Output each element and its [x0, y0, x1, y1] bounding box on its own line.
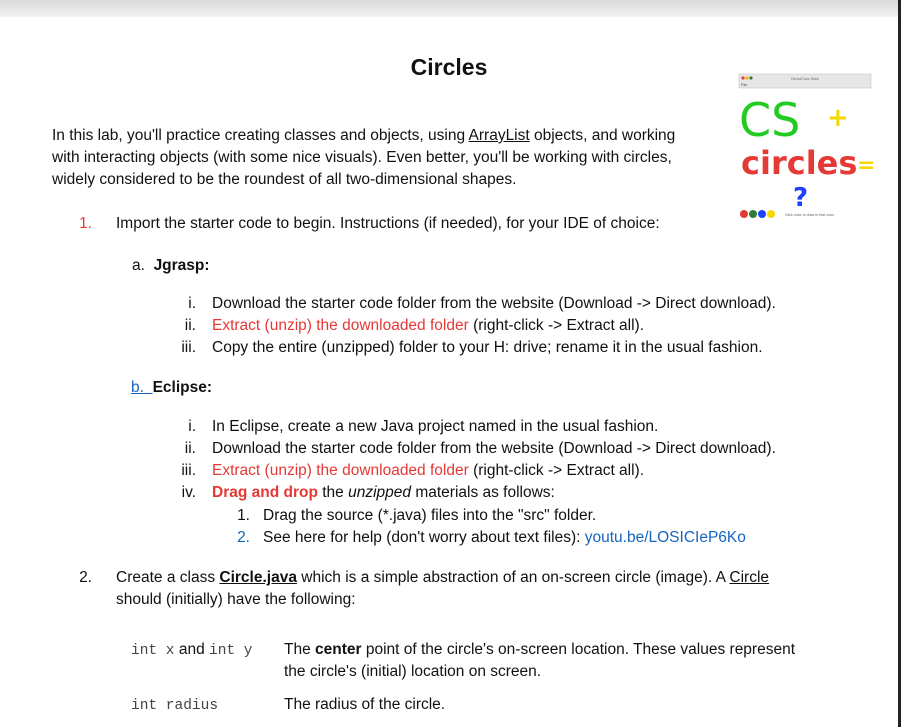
eclipse-sub-1: Drag the source (*.java) files into the "src" folder. [263, 507, 597, 524]
circle-class-name: Circle.java [219, 569, 297, 586]
eclipse-sub-num: 2. [237, 529, 250, 546]
intro-line-1: In this lab, you'll practice creating classes and objects, using ArrayList objects, and working [52, 127, 676, 144]
arraylist-link[interactable]: ArrayList [468, 127, 530, 144]
eclipse-sub-2: See here for help (don't worry about text files): youtu.be/LOSICIeP6Ko [263, 529, 746, 546]
jgrasp-item-3: Copy the entire (unzipped) folder to your H: drive; rename it in the usual fashion. [212, 339, 763, 356]
logo-cs-text: CS [739, 93, 801, 147]
step-1-text: Import the starter code to begin. Instructions (if needed), for your IDE of choice: [116, 215, 660, 232]
logo-window-title: Demo/Color Draw [791, 77, 819, 81]
eclipse-item-num: ii. [184, 440, 196, 457]
jgrasp-heading: a. Jgrasp: [132, 257, 210, 274]
step-1-number: 1. [79, 215, 92, 232]
field-x-y-desc-2: the circle's (initial) location on screen. [284, 663, 542, 680]
eclipse-item-4: Drag and drop the unzipped materials as follows: [212, 484, 555, 501]
jgrasp-item-num: iii. [181, 339, 196, 356]
intro-line-2: with interacting objects (with some nice visuals). Even better, you'll be working with circles, [52, 149, 672, 166]
eclipse-letter-link[interactable]: b. [131, 379, 144, 396]
youtube-help-link[interactable]: youtu.be/LOSICIeP6Ko [584, 529, 746, 546]
logo-circles-text: circles [741, 144, 858, 182]
jgrasp-item-1: Download the starter code folder from the website (Download -> Direct download). [212, 295, 776, 312]
logo-plus: + [827, 103, 849, 133]
eclipse-item-3: Extract (unzip) the downloaded folder (right-click -> Extract all). [212, 462, 645, 479]
top-bar [0, 0, 901, 17]
logo-dot-blue [758, 210, 766, 218]
field-x-y-desc: The center point of the circle's on-screen location. These values represent [284, 641, 796, 658]
step-2-line-2: should (initially) have the following: [116, 591, 356, 608]
logo-dot-green [749, 210, 757, 218]
logo-caption: Click color to draw in that color [785, 213, 834, 217]
field-x-y-name: int x and int y [131, 641, 253, 659]
jgrasp-item-2: Extract (unzip) the downloaded folder (right-click -> Extract all). [212, 317, 645, 334]
eclipse-item-num: i. [188, 418, 196, 435]
jgrasp-item-num: ii. [184, 317, 196, 334]
field-radius-name: int radius [131, 698, 219, 714]
logo-menu: File [741, 82, 748, 87]
jgrasp-item-num: i. [188, 295, 196, 312]
eclipse-item-1: In Eclipse, create a new Java project named in the usual fashion. [212, 418, 659, 435]
logo-question: ? [793, 183, 809, 213]
eclipse-sub-num: 1. [237, 507, 250, 524]
eclipse-item-num: iii. [181, 462, 196, 479]
step-2-line-1: Create a class Circle.java which is a simple abstraction of an on-screen circle (image). A Circle [116, 569, 770, 586]
cs-circles-logo [739, 74, 876, 220]
eclipse-heading: b. Eclipse: [131, 379, 213, 396]
field-radius-desc: The radius of the circle. [284, 696, 446, 713]
eclipse-item-2: Download the starter code folder from the website (Download -> Direct download). [212, 440, 776, 457]
page-title: Circles [410, 54, 488, 80]
intro-line-3: widely considered to be the roundest of all two-dimensional shapes. [52, 171, 517, 188]
logo-equals: = [857, 153, 876, 178]
step-2-number: 2. [79, 569, 92, 586]
logo-dot-red [740, 210, 748, 218]
eclipse-item-num: iv. [181, 484, 196, 501]
logo-dot-yellow [767, 210, 775, 218]
